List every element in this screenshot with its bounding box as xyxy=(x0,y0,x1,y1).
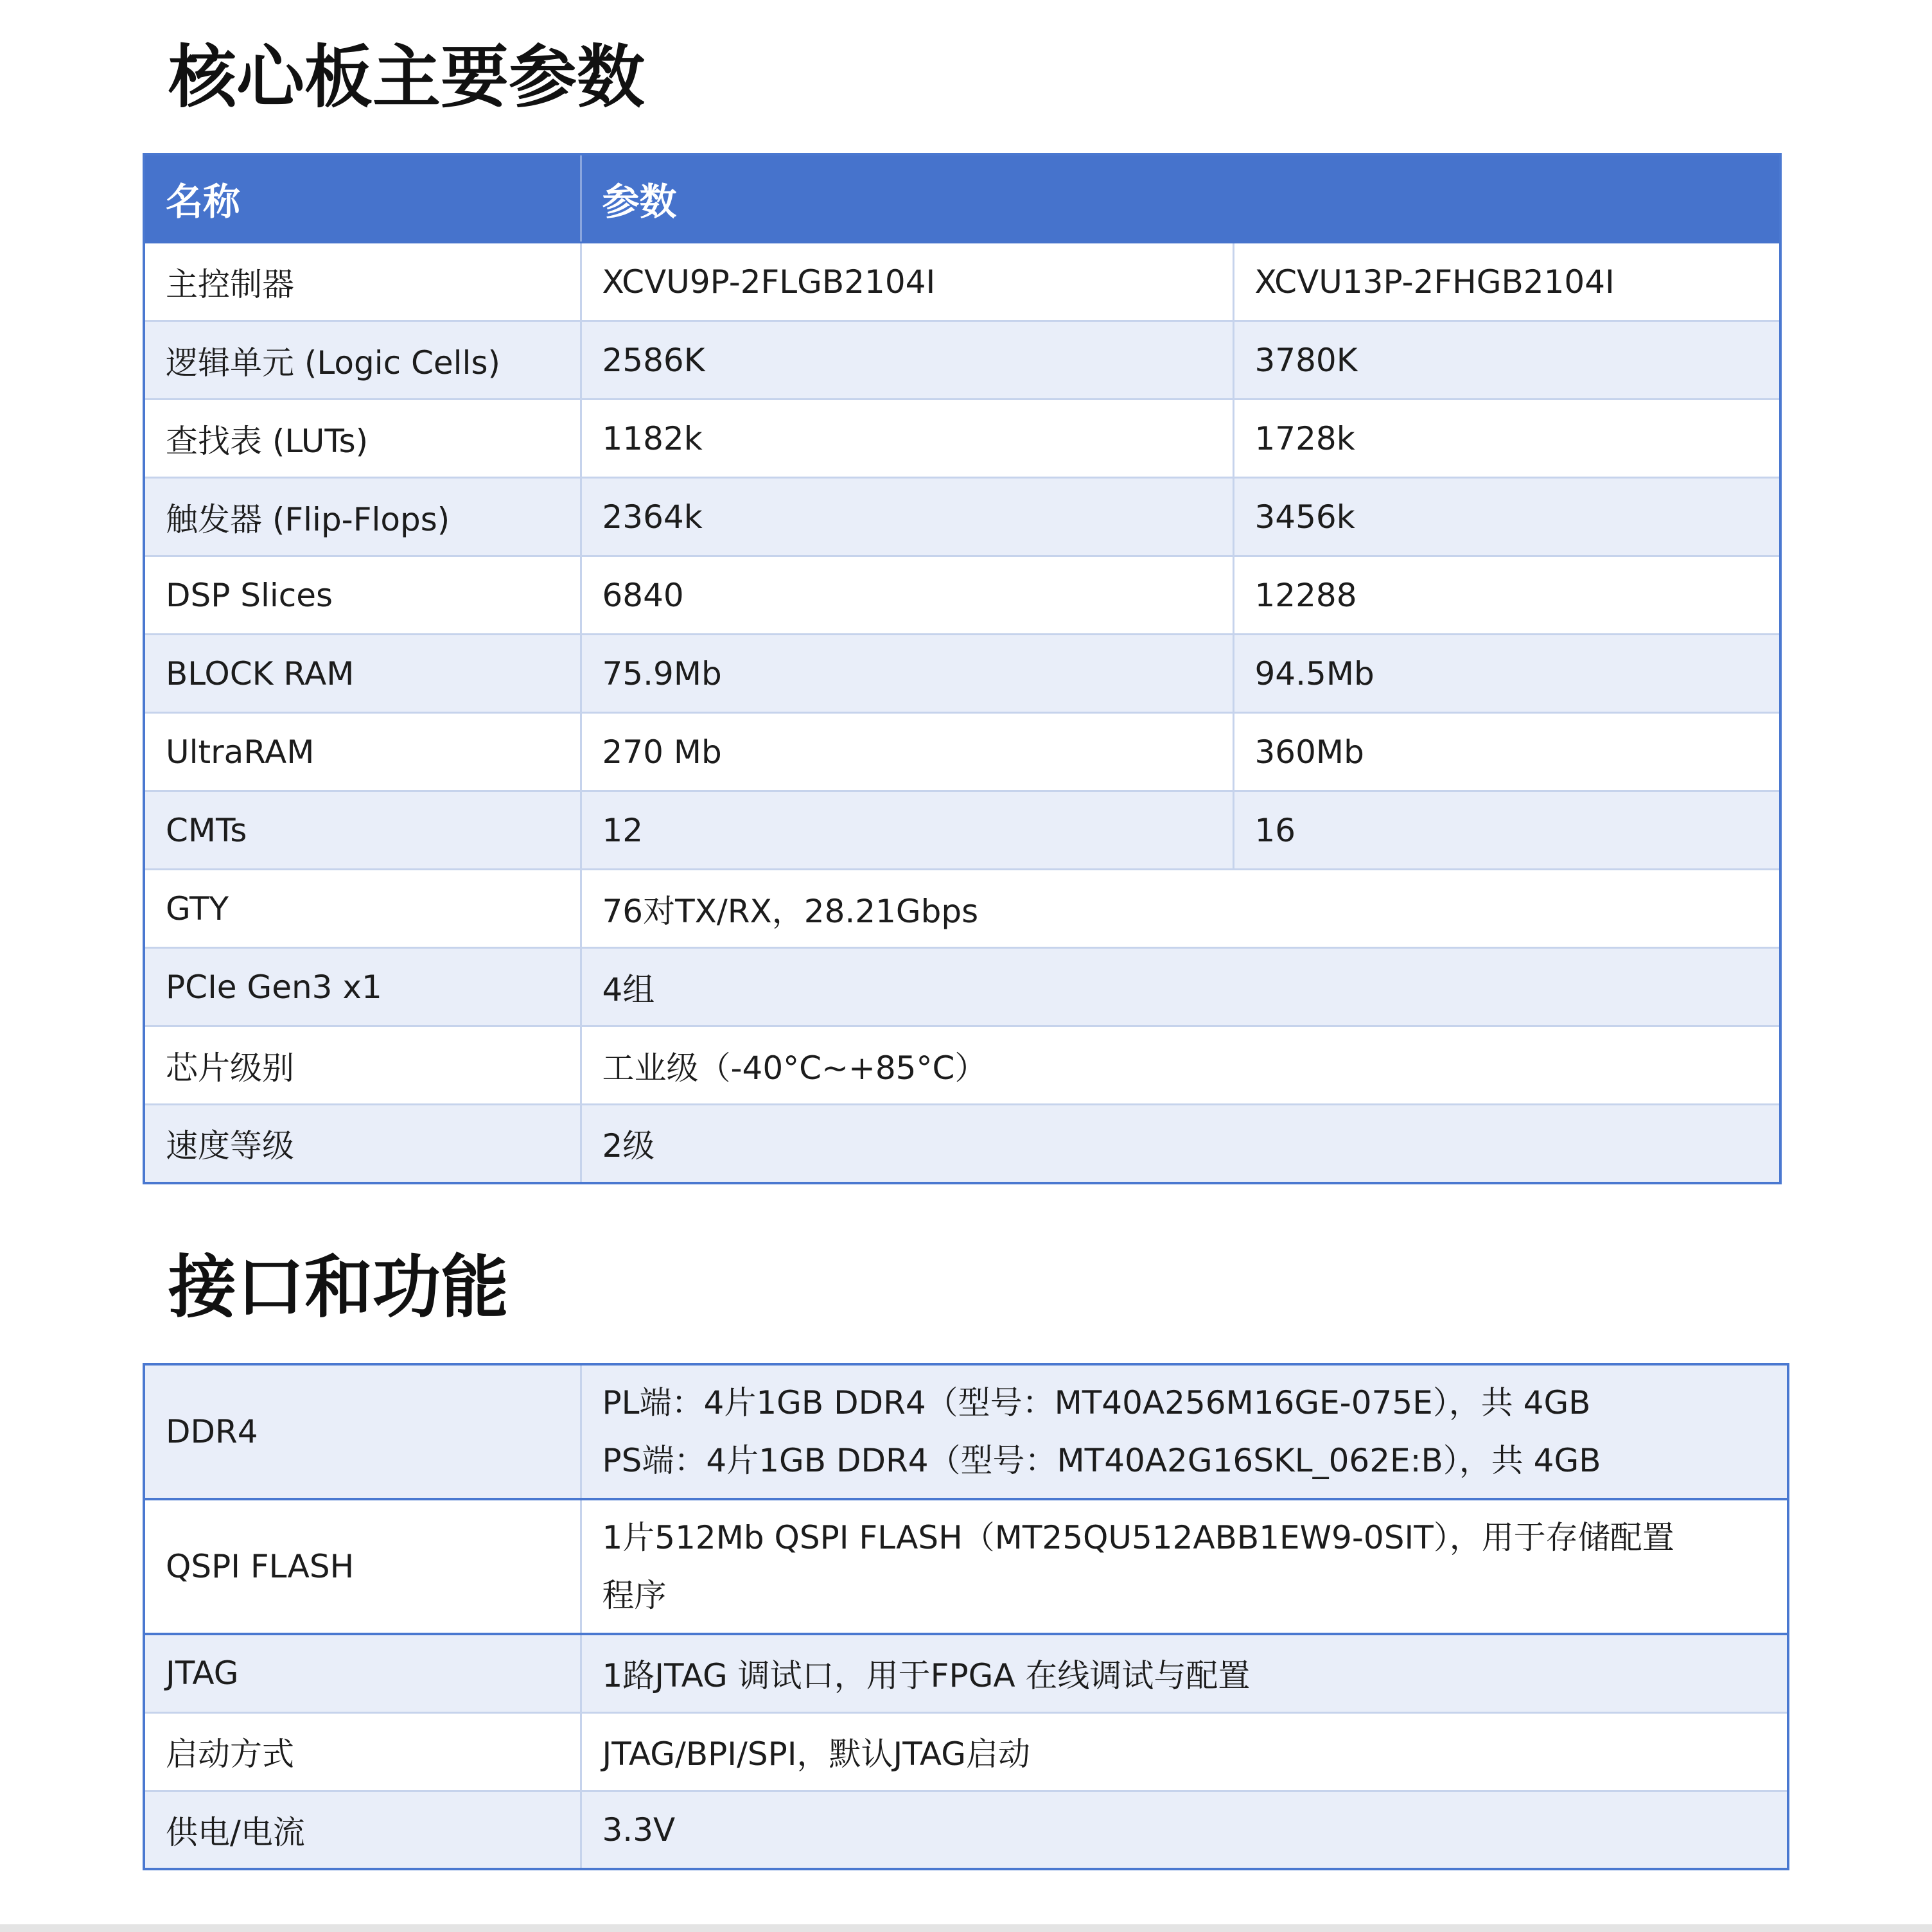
param-value-vu13p: 94.5Mb xyxy=(1233,635,1780,713)
interface-value: 1路JTAG 调试口，用于FPGA 在线调试与配置 xyxy=(581,1634,1788,1712)
table-row xyxy=(144,1499,1788,1634)
param-value: 工业级（-40°C~+85°C） xyxy=(581,1026,1780,1105)
interface-value-line: 程序 xyxy=(602,1577,667,1614)
table-row xyxy=(144,1364,1788,1499)
param-name: GTY xyxy=(144,870,581,948)
interfaces-table xyxy=(143,1363,1789,1870)
interface-value-line: 1片512Mb QSPI FLASH（MT25QU512ABB1EW9-0SIT），用于存储配置 xyxy=(602,1519,1674,1556)
section-title-interfaces: 接口和功能 xyxy=(168,1248,509,1327)
param-value-vu13p: XCVU13P-2FHGB2104I xyxy=(1233,243,1780,321)
param-name: UltraRAM xyxy=(144,713,581,791)
param-value-vu13p: 12288 xyxy=(1233,556,1780,635)
param-value: 76对TX/RX，28.21Gbps xyxy=(581,870,1780,948)
table-row xyxy=(144,321,1780,400)
interface-value-line: PS端：4片1GB DDR4（型号：MT40A2G16SKL_062E:B），共 4GB xyxy=(602,1442,1601,1479)
param-value-vu13p: 3456k xyxy=(1233,478,1780,556)
param-value-vu13p: 16 xyxy=(1233,791,1780,870)
core-params-table xyxy=(143,153,1782,1184)
interface-value: JTAG/BPI/SPI，默认JTAG启动 xyxy=(581,1712,1788,1791)
param-name: 逻辑单元 (Logic Cells) xyxy=(144,321,581,400)
interface-name: QSPI FLASH xyxy=(144,1499,581,1634)
param-name: 芯片级别 xyxy=(144,1026,581,1105)
table-row xyxy=(144,1105,1780,1183)
param-value-vu9p: 75.9Mb xyxy=(581,635,1233,713)
interface-name: JTAG xyxy=(144,1634,581,1712)
bottom-divider xyxy=(0,1924,1932,1932)
param-value: 4组 xyxy=(581,948,1780,1026)
param-value-vu9p: 12 xyxy=(581,791,1233,870)
param-name: 查找表 (LUTs) xyxy=(144,400,581,478)
table-row xyxy=(144,556,1780,635)
table-row xyxy=(144,1712,1788,1791)
param-name: CMTs xyxy=(144,791,581,870)
param-value: 2级 xyxy=(581,1105,1780,1183)
param-name: 触发器 (Flip-Flops) xyxy=(144,478,581,556)
param-value-vu13p: 360Mb xyxy=(1233,713,1780,791)
table-row xyxy=(144,948,1780,1026)
param-name: 速度等级 xyxy=(144,1105,581,1183)
param-name: PCIe Gen3 x1 xyxy=(144,948,581,1026)
param-value-vu13p: 3780K xyxy=(1233,321,1780,400)
param-value-vu9p: 270 Mb xyxy=(581,713,1233,791)
param-name: 主控制器 xyxy=(144,243,581,321)
param-value-vu9p: 1182k xyxy=(581,400,1233,478)
interface-name: DDR4 xyxy=(144,1364,581,1499)
table-row xyxy=(144,400,1780,478)
interface-name: 启动方式 xyxy=(144,1712,581,1791)
interface-value xyxy=(581,1364,1788,1499)
header-params: 参数 xyxy=(581,154,1780,243)
param-value-vu13p: 1728k xyxy=(1233,400,1780,478)
interface-name: 供电/电流 xyxy=(144,1791,581,1869)
header-name: 名称 xyxy=(144,154,581,243)
param-value-vu9p: 2364k xyxy=(581,478,1233,556)
table-row xyxy=(144,243,1780,321)
table-row xyxy=(144,478,1780,556)
param-value-vu9p: 6840 xyxy=(581,556,1233,635)
param-value-vu9p: XCVU9P-2FLGB2104I xyxy=(581,243,1233,321)
param-name: BLOCK RAM xyxy=(144,635,581,713)
table-header-row xyxy=(144,154,1780,243)
table-row xyxy=(144,791,1780,870)
table-row xyxy=(144,1634,1788,1712)
param-name: DSP Slices xyxy=(144,556,581,635)
table-row xyxy=(144,1026,1780,1105)
table-row xyxy=(144,713,1780,791)
interface-value xyxy=(581,1499,1788,1634)
interface-value: 3.3V xyxy=(581,1791,1788,1869)
section-title-core-params: 核心板主要参数 xyxy=(168,38,645,117)
table-row xyxy=(144,870,1780,948)
interface-value-line: PL端：4片1GB DDR4（型号：MT40A256M16GE-075E），共 4GB xyxy=(602,1384,1591,1421)
param-value-vu9p: 2586K xyxy=(581,321,1233,400)
table-row xyxy=(144,1791,1788,1869)
table-row xyxy=(144,635,1780,713)
